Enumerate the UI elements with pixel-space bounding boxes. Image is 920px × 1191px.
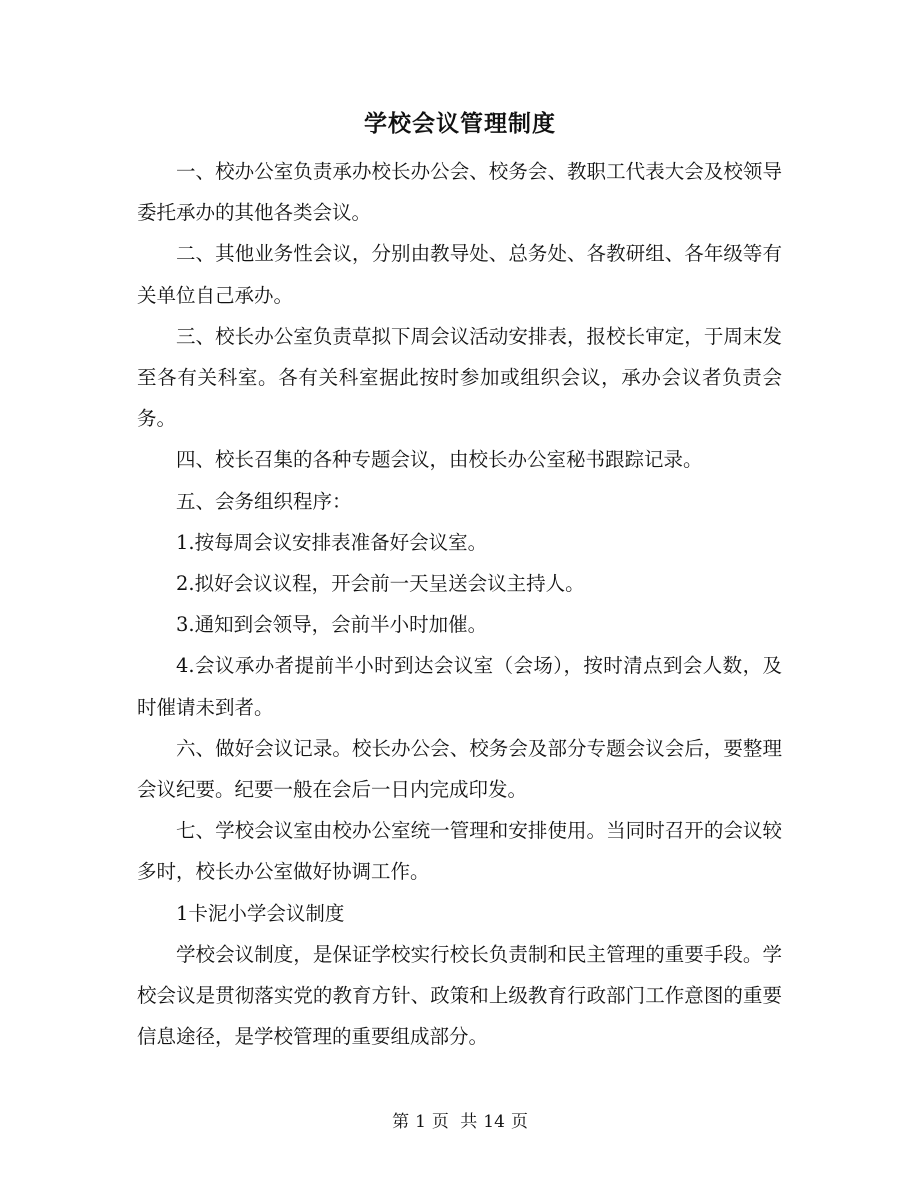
paragraph: 五、会务组织程序： xyxy=(176,489,352,513)
page-footer xyxy=(0,1110,920,1134)
footer-current-page: 1 xyxy=(415,1112,426,1132)
paragraph: 2.拟好会议议程，开会前一天呈送会议主持人。 xyxy=(176,572,585,596)
paragraph: 1.按每周会议安排表准备好会议室。 xyxy=(176,530,488,554)
paragraph: 四、校长召集的各种专题会议，由校长办公室秘书跟踪记录。 xyxy=(176,448,703,472)
section-heading: 1卡泥小学会议制度 xyxy=(176,901,345,925)
document-title: 学校会议管理制度 xyxy=(364,110,556,137)
paragraph: 六、做好会议记录。校长办公会、校务会及部分专题会议会后，要整理会议纪要。纪要一般在会后一日内完成印发。 xyxy=(137,736,782,802)
footer-suffix: 页 xyxy=(510,1112,528,1132)
footer-prefix: 第 xyxy=(392,1112,410,1132)
paragraph: 4.会议承办者提前半小时到达会议室（会场），按时清点到会人数，及时催请未到者。 xyxy=(137,654,782,719)
paragraph: 学校会议制度，是保证学校实行校长负责制和民主管理的重要手段。学校会议是贯彻落实党的教育方针、政策和上级教育行政部门工作意图的重要信息途径，是学校管理的重要组成部分。 xyxy=(137,942,782,1049)
footer-total-pages: 14 xyxy=(483,1112,505,1132)
footer-middle: 页 共 xyxy=(431,1112,478,1132)
paragraph: 七、学校会议室由校办公室统一管理和安排使用。当同时召开的会议较多时，校长办公室做好协调工作。 xyxy=(137,819,782,884)
paragraph: 一、校办公室负责承办校长办公会、校务会、教职工代表大会及校领导委托承办的其他各类会议。 xyxy=(137,160,782,225)
paragraph: 三、校长办公室负责草拟下周会议活动安排表，报校长审定，于周末发至各有关科室。各有关科室据此按时参加或组织会议，承办会议者负责会务。 xyxy=(137,324,782,431)
document-body xyxy=(137,151,782,1057)
paragraph: 二、其他业务性会议，分别由教导处、总务处、各教研组、各年级等有关单位自己承办。 xyxy=(137,242,782,307)
paragraph: 3.通知到会领导，会前半小时加催。 xyxy=(176,613,488,637)
